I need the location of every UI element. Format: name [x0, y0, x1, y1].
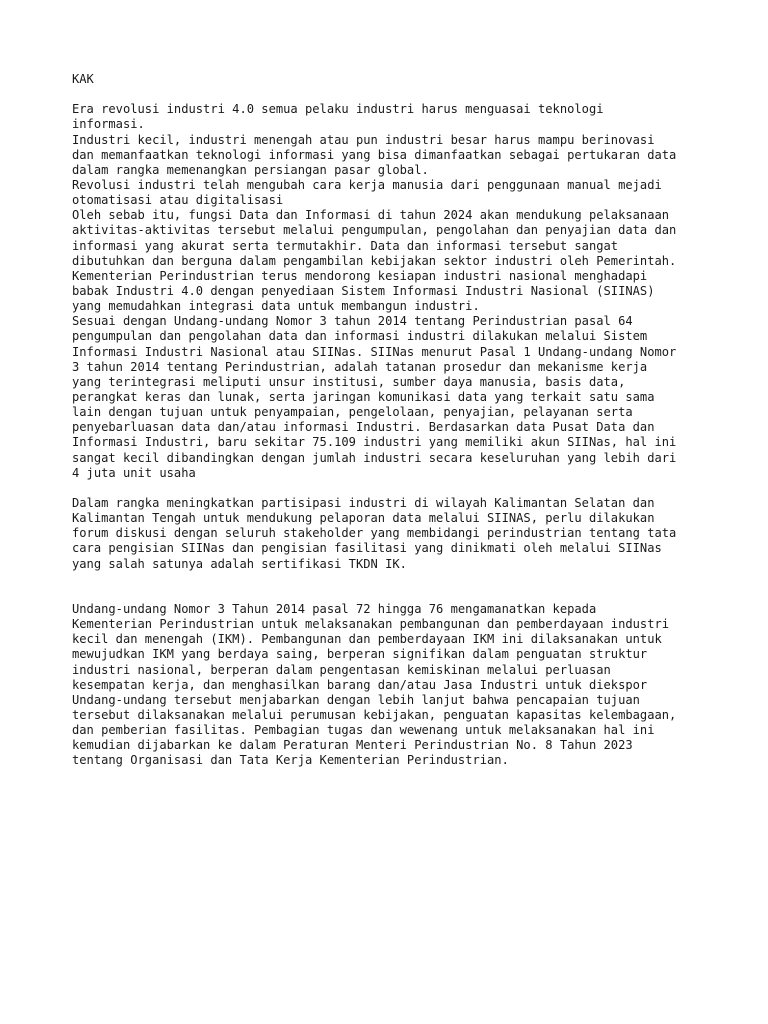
spacer: [72, 87, 700, 102]
paragraph-block-2: [72, 496, 700, 572]
text-line: dalam rangka memenangkan persiangan pasar global.: [72, 162, 429, 177]
text-line: otomatisasi atau digitalisasi: [72, 193, 284, 208]
text-line: babak Industri 4.0 dengan penyediaan Sistem Informasi Industri Nasional (SIINAS): [72, 283, 655, 298]
text-line: penyebarluasan data dan/atau informasi Industri. Berdasarkan data Pusat Data dan: [72, 420, 655, 435]
text-line: dan pemberian fasilitas. Pembagian tugas dan wewenang untuk melaksanakan hal ini: [72, 723, 655, 738]
paragraph-block-3: [72, 602, 700, 769]
text-line: yang terintegrasi meliputi unsur institusi, sumber daya manusia, basis data,: [72, 374, 626, 389]
text-line: Kalimantan Tengah untuk mendukung pelaporan data melalui SIINAS, perlu dilakukan: [72, 511, 655, 526]
document-page: [72, 72, 700, 768]
text-line: yang salah satunya adalah sertifikasi TKDN IK.: [72, 556, 407, 571]
text-line: tersebut dilaksanakan melalui perumusan kebijakan, penguatan kapasitas kelembagaan,: [72, 707, 677, 722]
text-line: Kementerian Perindustrian terus mendorong kesiapan industri nasional menghadapi: [72, 268, 648, 283]
text-line: Kementerian Perindustrian untuk melaksanakan pembangunan dan pemberdayaan industri: [72, 617, 670, 632]
text-line: aktivitas-aktivitas tersebut melalui pengumpulan, pengolahan dan penyajian data dan: [72, 223, 677, 238]
text-line: 3 tahun 2014 tentang Perindustrian, adalah tatanan prosedur dan mekanisme kerja: [72, 359, 648, 374]
document-heading: KAK: [72, 72, 94, 86]
text-line: cara pengisian SIINas dan pengisian fasilitasi yang dinikmati oleh melalui SIINas: [72, 541, 662, 556]
spacer: [72, 572, 700, 602]
text-line: lain dengan tujuan untuk penyampaian, pengelolaan, penyajian, pelayanan serta: [72, 405, 633, 420]
text-line: mewujudkan IKM yang berdaya saing, berperan signifikan dalam penguatan struktur: [72, 647, 648, 662]
text-line: kecil dan menengah (IKM). Pembangunan dan pemberdayaan IKM ini dilaksanakan untuk: [72, 632, 662, 647]
text-line: perangkat keras dan lunak, serta jaringan komunikasi data yang terkait satu sama: [72, 389, 655, 404]
text-line: informasi yang akurat serta termutakhir. Data dan informasi tersebut sangat: [72, 238, 619, 253]
text-line: industri nasional, berperan dalam pengentasan kemiskinan melalui perluasan: [72, 662, 611, 677]
text-line: Oleh sebab itu, fungsi Data dan Informasi di tahun 2024 akan mendukung pelaksanaan: [72, 208, 670, 223]
text-line: Informasi Industri Nasional atau SIINas. SIINas menurut Pasal 1 Undang-undang Nomor: [72, 344, 677, 359]
text-line: pengumpulan dan pengolahan data dan informasi industri dilakukan melalui Sistem: [72, 329, 648, 344]
text-line: Informasi Industri, baru sekitar 75.109 industri yang memiliki akun SIINas, hal ini: [72, 435, 677, 450]
text-line: Revolusi industri telah mengubah cara kerja manusia dari penggunaan manual mejadi: [72, 177, 662, 192]
text-line: yang memudahkan integrasi data untuk membangun industri.: [72, 299, 480, 314]
text-line: Dalam rangka meningkatkan partisipasi industri di wilayah Kalimantan Selatan dan: [72, 495, 655, 510]
text-line: Sesuai dengan Undang-undang Nomor 3 tahun 2014 tentang Perindustrian pasal 64: [72, 314, 633, 329]
text-line: sangat kecil dibandingkan dengan jumlah industri secara keseluruhan yang lebih dari: [72, 450, 677, 465]
text-line: Industri kecil, industri menengah atau pun industri besar harus mampu berinovasi: [72, 132, 655, 147]
spacer: [72, 481, 700, 496]
text-line: Undang-undang tersebut menjabarkan dengan lebih lanjut bahwa pencapaian tujuan: [72, 692, 640, 707]
text-line: dan memanfaatkan teknologi informasi yang bisa dimanfaatkan sebagai pertukaran data: [72, 147, 677, 162]
text-line: kesempatan kerja, dan menghasilkan barang dan/atau Jasa Industri untuk diekspor: [72, 677, 648, 692]
text-line: tentang Organisasi dan Tata Kerja Kementerian Perindustrian.: [72, 753, 509, 768]
paragraph-block-1: [72, 102, 700, 481]
text-line: 4 juta unit usaha: [72, 465, 196, 480]
text-line: informasi.: [72, 117, 145, 132]
text-line: Era revolusi industri 4.0 semua pelaku industri harus menguasai teknologi: [72, 102, 604, 117]
text-line: Undang-undang Nomor 3 Tahun 2014 pasal 72 hingga 76 mengamanatkan kepada: [72, 601, 597, 616]
text-line: kemudian dijabarkan ke dalam Peraturan Menteri Perindustrian No. 8 Tahun 2023: [72, 738, 633, 753]
text-line: forum diskusi dengan seluruh stakeholder yang membidangi perindustrian tentang tata: [72, 526, 677, 541]
text-line: dibutuhkan dan berguna dalam pengambilan kebijakan sektor industri oleh Pemerintah.: [72, 253, 677, 268]
